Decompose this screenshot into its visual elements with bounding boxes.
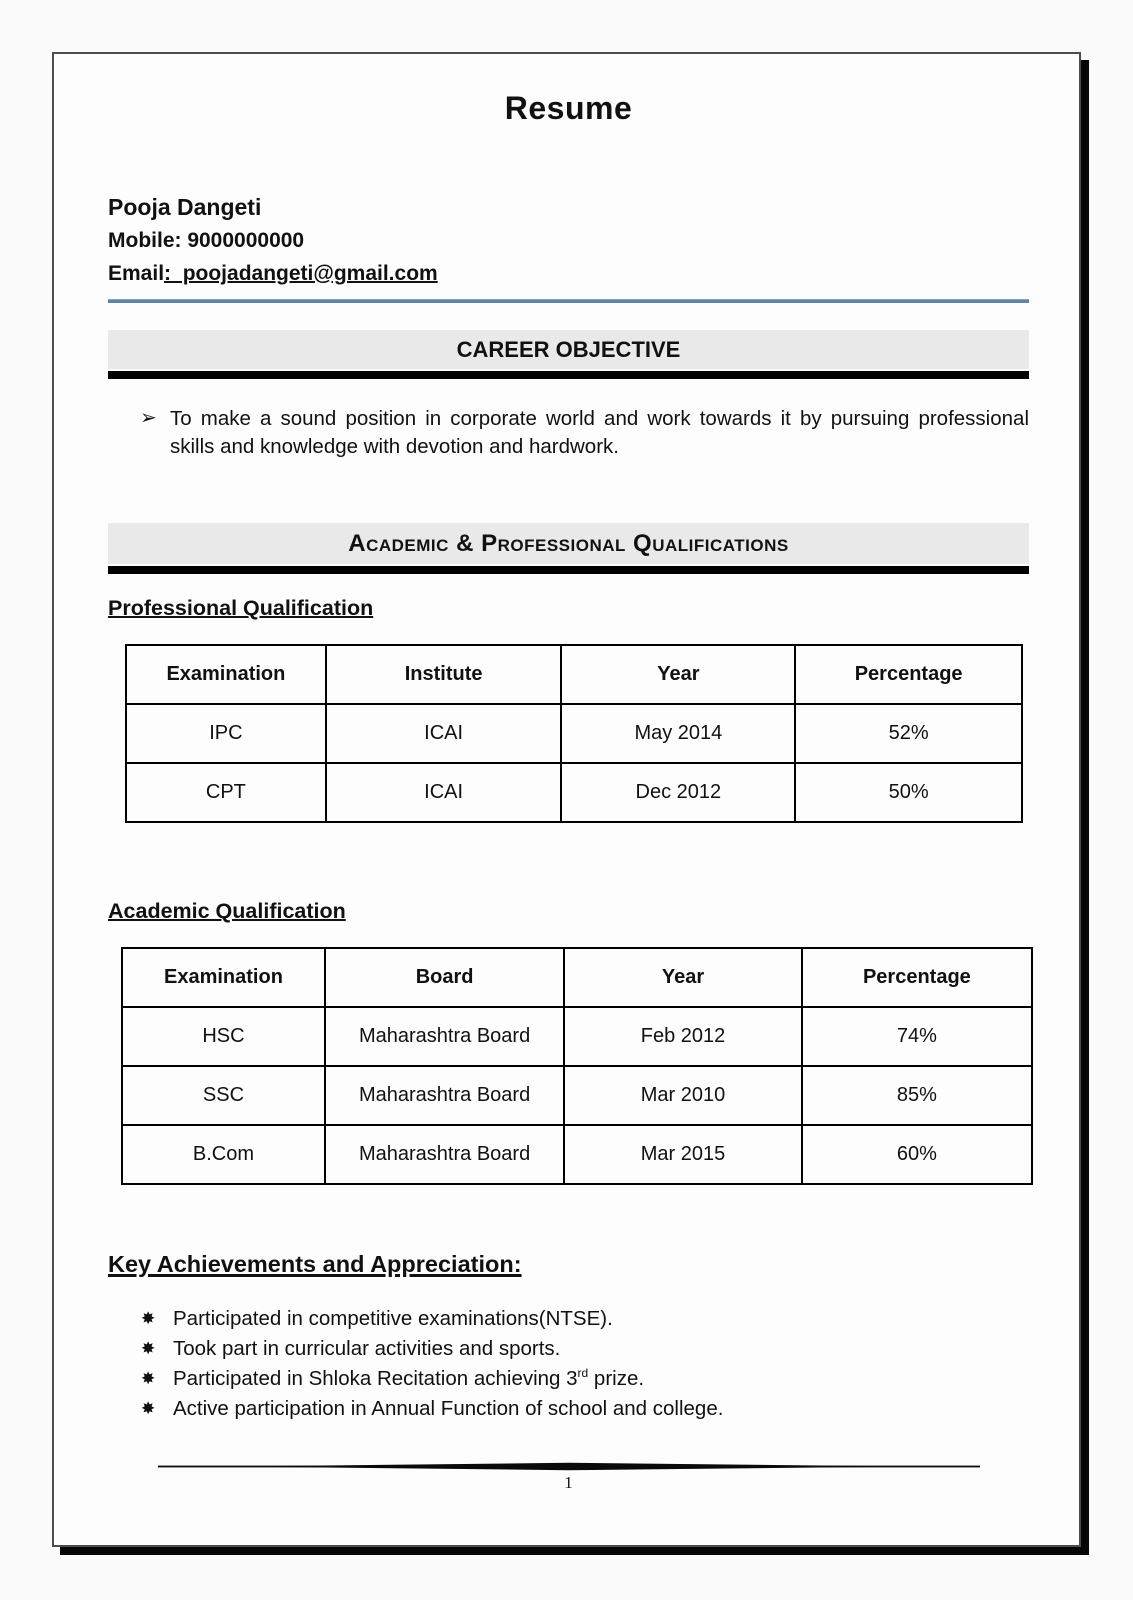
page-footer [108, 1462, 1029, 1493]
cell-year: Dec 2012 [561, 763, 795, 822]
cell-year: Mar 2015 [564, 1125, 802, 1184]
cell-percentage: 52% [795, 704, 1022, 763]
cell-institute: ICAI [326, 704, 562, 763]
col-header-institute: Institute [326, 645, 562, 704]
career-objective-underbar [108, 371, 1029, 379]
cell-board: Maharashtra Board [325, 1125, 564, 1184]
section-heading-qualifications: Academic & Professional Qualifications [108, 523, 1029, 564]
footer-divider-rule [158, 1462, 980, 1471]
col-header-board: Board [325, 948, 564, 1007]
achievements-list [108, 1304, 1029, 1424]
achievement-text: Participated in competitive examinations(NTSE). [173, 1307, 613, 1330]
col-header-examination: Examination [126, 645, 326, 704]
achievement-text: Took part in curricular activities and sports. [173, 1337, 561, 1360]
email-label: Email [108, 262, 165, 285]
contact-block [108, 191, 1029, 290]
resume-page [52, 52, 1081, 1547]
achievement-text: Active participation in Annual Function of school and college. [173, 1397, 724, 1420]
email-line [108, 257, 1029, 290]
col-header-year: Year [564, 948, 802, 1007]
star-bullet-icon: ✸ [141, 1339, 156, 1358]
table-row [122, 1066, 1032, 1125]
page-number: 1 [564, 1473, 573, 1492]
cell-examination: CPT [126, 763, 326, 822]
col-header-percentage: Percentage [795, 645, 1022, 704]
cell-year: May 2014 [561, 704, 795, 763]
email-address: : poojadangeti@gmail.com [164, 262, 438, 285]
arrow-bullet-icon: ➢ [140, 407, 157, 429]
cell-percentage: 85% [802, 1066, 1032, 1125]
table-row [126, 763, 1022, 822]
cell-examination: IPC [126, 704, 326, 763]
list-item [141, 1394, 1029, 1424]
professional-qualification-table [125, 644, 1023, 823]
star-bullet-icon: ✸ [141, 1399, 156, 1418]
col-header-year: Year [561, 645, 795, 704]
cell-examination: SSC [122, 1066, 325, 1125]
academic-qualification-table [121, 947, 1033, 1185]
career-objective-item [108, 405, 1029, 461]
mobile-line: Mobile: 9000000000 [108, 229, 305, 252]
star-bullet-icon: ✸ [141, 1369, 156, 1388]
col-header-percentage: Percentage [802, 948, 1032, 1007]
cell-year: Feb 2012 [564, 1007, 802, 1066]
cell-percentage: 60% [802, 1125, 1032, 1184]
cell-examination: HSC [122, 1007, 325, 1066]
subheading-key-achievements: Key Achievements and Appreciation: [108, 1251, 522, 1277]
candidate-name: Pooja Dangeti [108, 194, 262, 220]
cell-examination: B.Com [122, 1125, 325, 1184]
subheading-academic-qualification: Academic Qualification [108, 899, 346, 923]
cell-board: Maharashtra Board [325, 1066, 564, 1125]
table-row [126, 704, 1022, 763]
cell-percentage: 74% [802, 1007, 1032, 1066]
list-item [141, 1364, 1029, 1394]
table-row [122, 1125, 1032, 1184]
list-item [141, 1304, 1029, 1334]
qualifications-underbar [108, 566, 1029, 574]
col-header-examination: Examination [122, 948, 325, 1007]
achievement-text: Participated in Shloka Recitation achieving 3rd prize. [173, 1366, 645, 1390]
career-objective-text: To make a sound position in corporate world and work towards it by pursuing professional skills and knowledge with devotion and hardwork. [170, 407, 1029, 458]
table-header-row [126, 645, 1022, 704]
table-row [122, 1007, 1032, 1066]
cell-board: Maharashtra Board [325, 1007, 564, 1066]
list-item [141, 1334, 1029, 1364]
contact-divider-rule [108, 299, 1029, 303]
cell-institute: ICAI [326, 763, 562, 822]
star-bullet-icon: ✸ [141, 1309, 156, 1328]
cell-percentage: 50% [795, 763, 1022, 822]
table-header-row [122, 948, 1032, 1007]
page-title: Resume [504, 90, 633, 126]
cell-year: Mar 2010 [564, 1066, 802, 1125]
subheading-professional-qualification: Professional Qualification [108, 596, 374, 620]
section-heading-career-objective: CAREER OBJECTIVE [108, 330, 1029, 369]
